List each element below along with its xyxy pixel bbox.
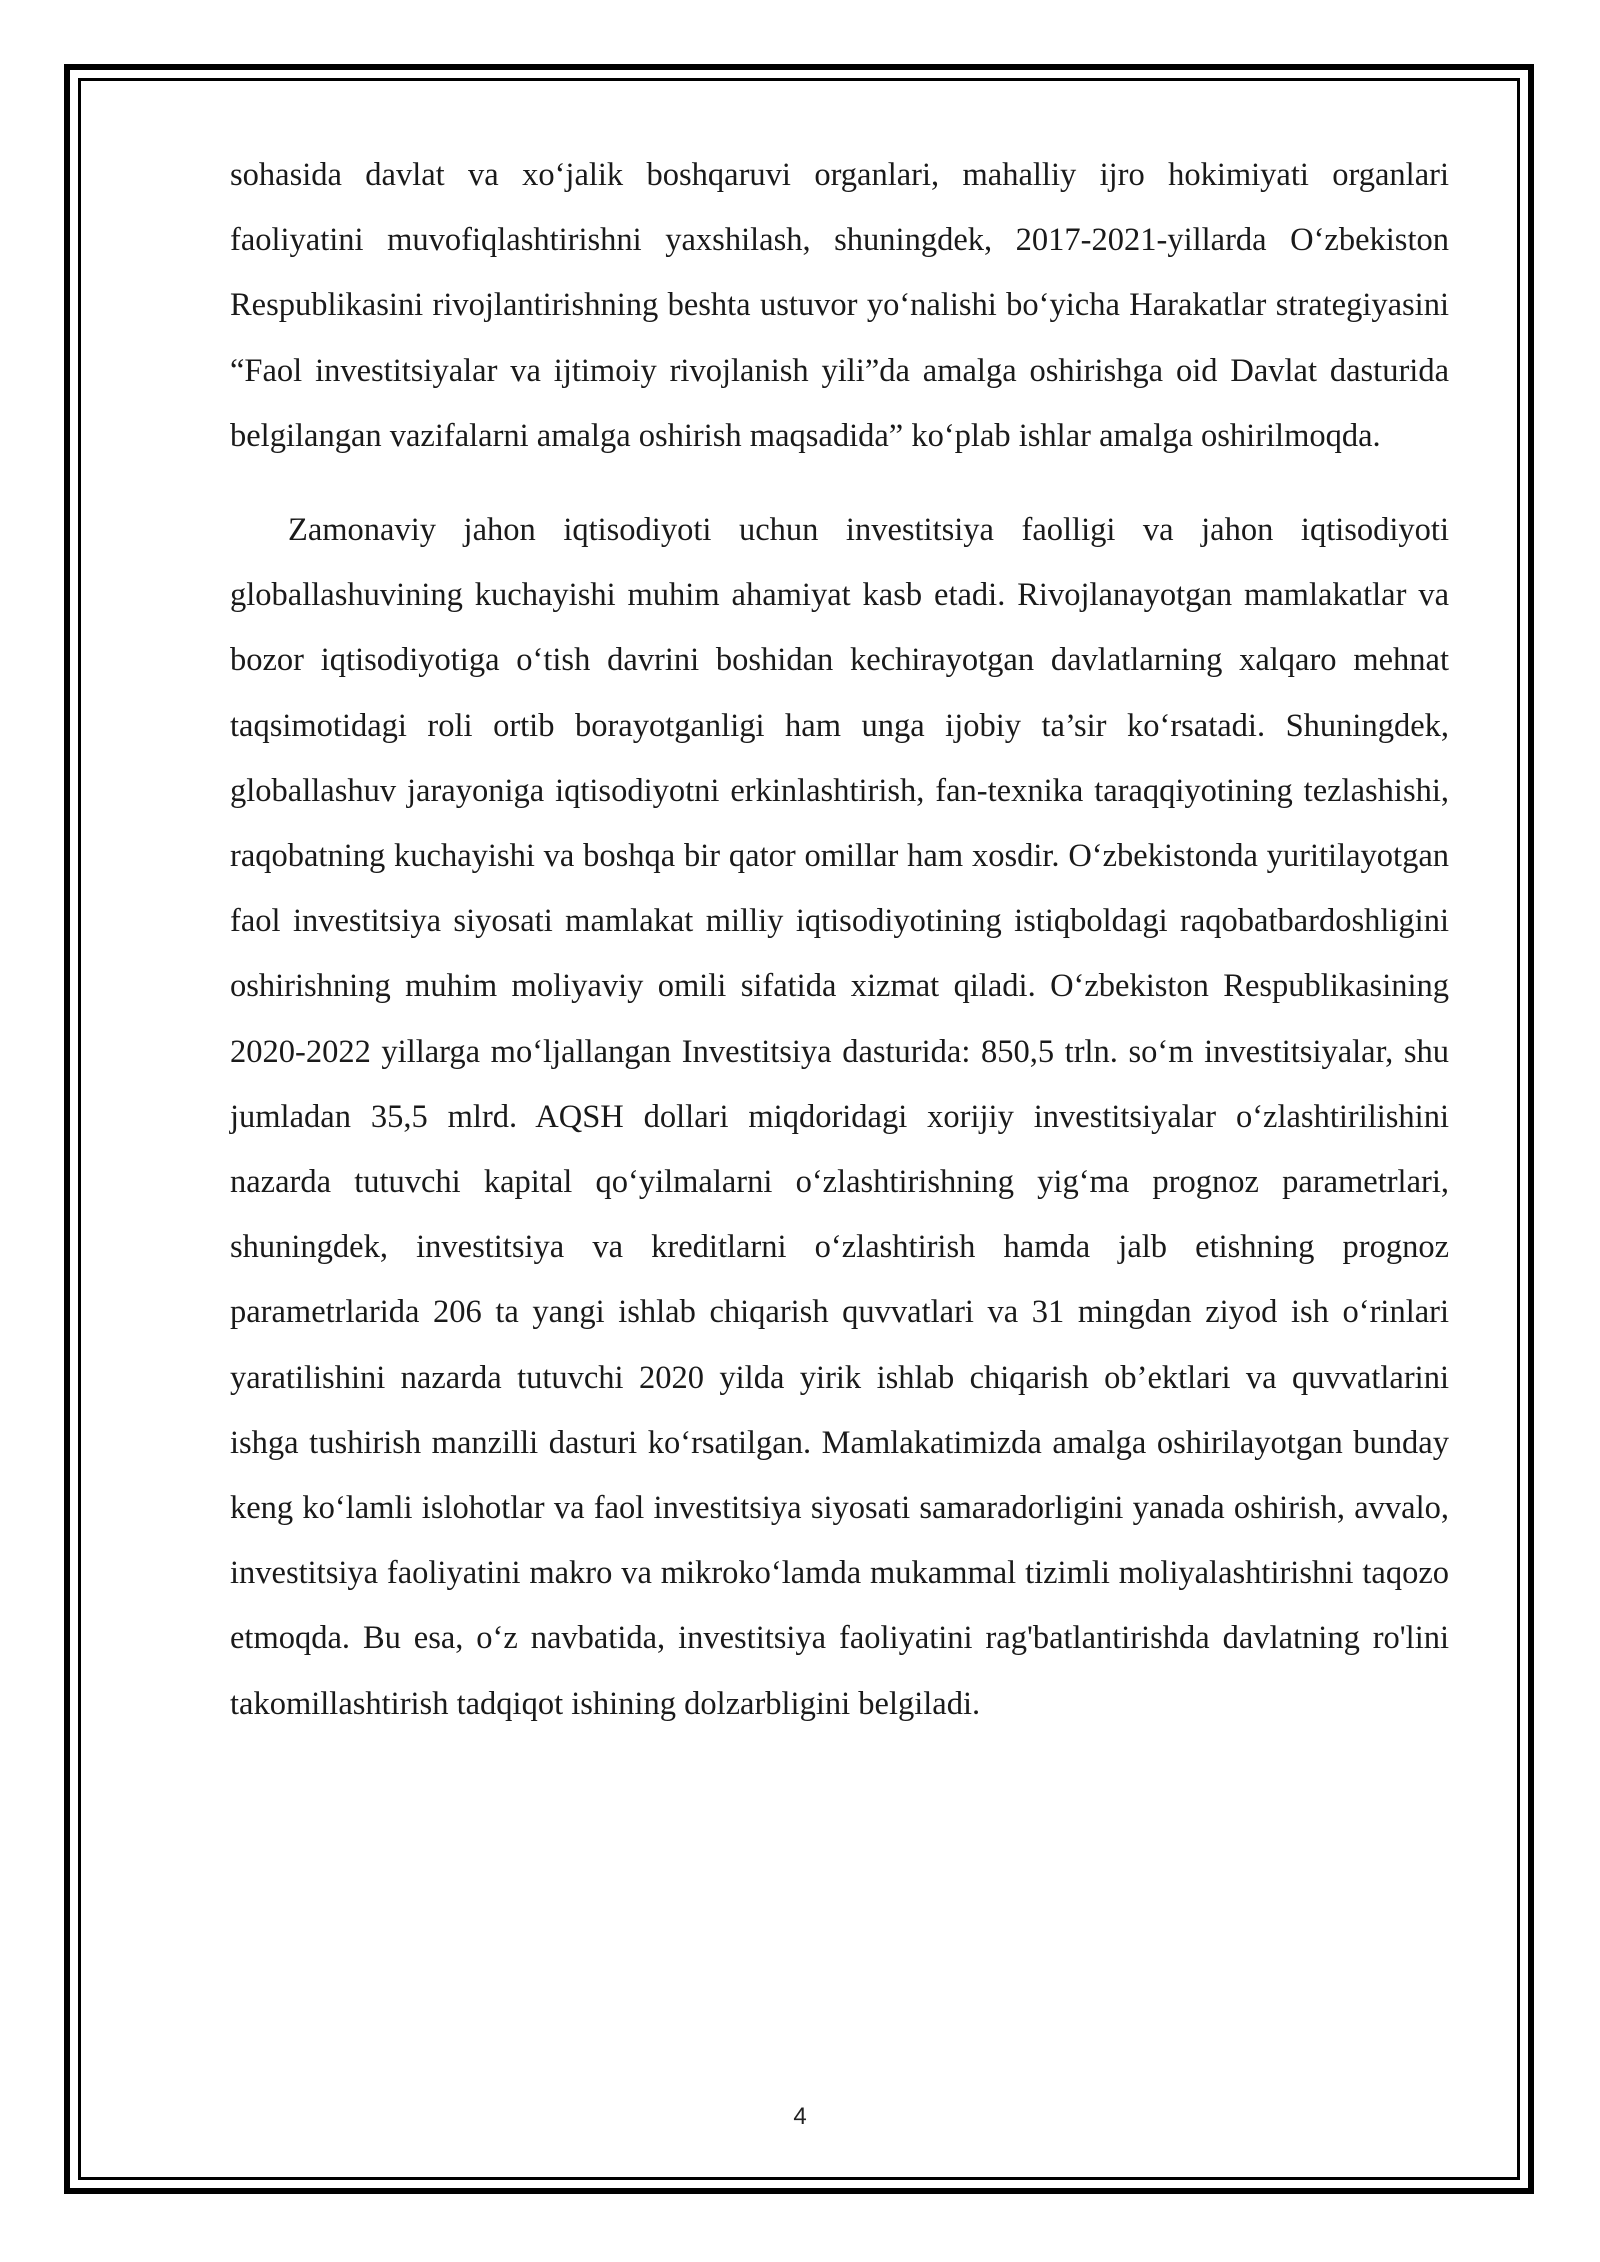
paragraph-2: Zamonaviy jahon iqtisodiyoti uchun investitsiya faolligi va jahon iqtisodiyoti globallashuvining kuchayishi muhim ahamiyat kasb etadi. Rivojlanayotgan mamlakatlar va bozor iqtisodiyotiga o‘tish davrini boshidan kechirayotgan davlatlarning xalqaro mehnat taqsimotidagi roli ortib borayotganligi ham unga ijobiy ta’sir ko‘rsatadi. Shuningdek, globallashuv jarayoniga iqtisodiyotni erkinlashtirish, fan-texnika taraqqiyotining tezlashishi, raqobatning kuchayishi va boshqa bir qator omillar ham xosdir. O‘zbekistonda yuritilayotgan faol investitsiya siyosati mamlakat milliy iqtisodiyotining istiqboldagi raqobatbardoshligini oshirishning muhim moliyaviy omili sifatida xizmat qiladi. O‘zbekiston Respublikasining 2020-2022 yillarga mo‘ljallangan Investitsiya dasturida: 850,5 trln. so‘m investitsiyalar, shu jumladan 35,5 mlrd. AQSH dollari miqdoridagi xorijiy investitsiyalar o‘zlashtirilishini nazarda tutuvchi kapital qo‘yilmalarni o‘zlashtirishning yig‘ma prognoz parametrlari, shuningdek, investitsiya va kreditlarni o‘zlashtirish hamda jalb etishning prognoz parametrlarida 206 ta yangi ishlab chiqarish quvvatlari va 31 mingdan ziyod ish o‘rinlari yaratilishini nazarda tutuvchi 2020 yilda yirik ishlab chiqarish ob’ektlari va quvvatlarini ishga tushirish manzilli dasturi ko‘rsatilgan. Mamlakatimizda amalga oshirilayotgan bunday keng ko‘lamli islohotlar va faol investitsiya siyosati samaradorligini yanada oshirish, avvalo, investitsiya faoliyatini makro va mikroko‘lamda mukammal tizimli moliyalashtirishni taqozo etmoqda. Bu esa, o‘z navbatida, investitsiya faoliyatini rag'batlantirishda davlatning ro'lini takomillashtirish tadqiqot ishining dolzarbligini belgiladi.	[230, 512, 1449, 1722]
page-number: 4	[793, 2103, 807, 2130]
paragraph-1: sohasida davlat va xo‘jalik boshqaruvi organlari, mahalliy ijro hokimiyati organlari faoliyatini muvofiqlashtirishni yaxshilash, shuningdek, 2017-2021-yillarda O‘zbekiston Respublikasini rivojlantirishning beshta ustuvor yo‘nalishi bo‘yicha Harakatlar strategiyasini “Faol investitsiyalar va ijtimoiy rivojlanish yili”da amalga oshirishga oid Davlat dasturida belgilangan vazifalarni amalga oshirish maqsadida” ko‘plab ishlar amalga oshirilmoqda.	[230, 157, 1449, 454]
document-body	[230, 143, 1449, 1737]
